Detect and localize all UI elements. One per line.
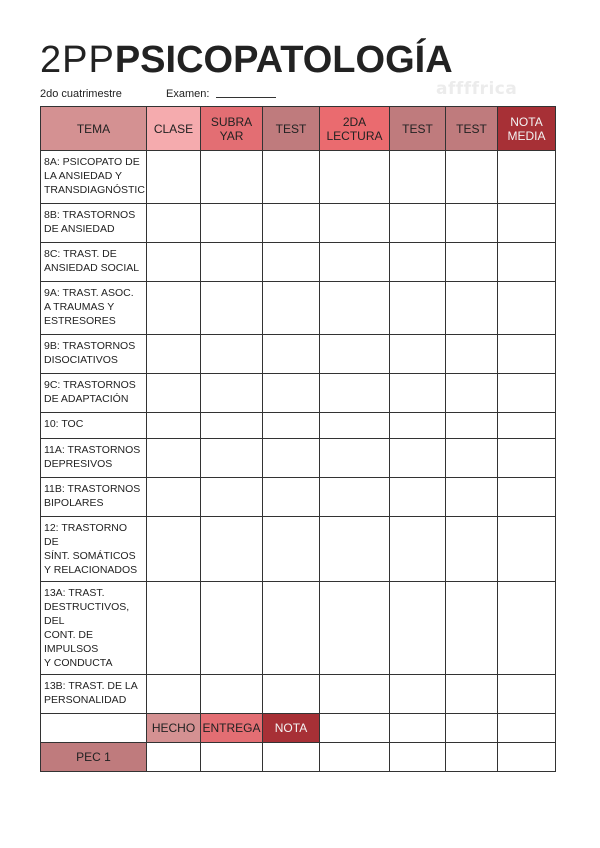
checkbox-cell[interactable] xyxy=(498,439,556,478)
topic-cell: 8B: TRASTORNOS DE ANSIEDAD xyxy=(41,204,147,243)
checkbox-cell[interactable] xyxy=(201,282,263,335)
checkbox-cell[interactable] xyxy=(320,282,390,335)
checkbox-cell[interactable] xyxy=(390,243,446,282)
header-nota-media: NOTA MEDIA xyxy=(498,107,556,151)
header-test-1: TEST xyxy=(263,107,320,151)
checkbox-cell[interactable] xyxy=(390,413,446,439)
checkbox-cell[interactable] xyxy=(498,335,556,374)
checkbox-cell[interactable] xyxy=(446,282,498,335)
checkbox-cell[interactable] xyxy=(147,675,201,714)
checkbox-cell[interactable] xyxy=(320,439,390,478)
checkbox-cell[interactable] xyxy=(498,413,556,439)
topic-cell: 9C: TRASTORNOS DE ADAPTACIÓN xyxy=(41,374,147,413)
checkbox-cell[interactable] xyxy=(201,413,263,439)
checkbox-cell[interactable] xyxy=(201,582,263,675)
header-test-3: TEST xyxy=(446,107,498,151)
table-row xyxy=(41,151,556,204)
checkbox-cell[interactable] xyxy=(446,151,498,204)
topic-cell: 9B: TRASTORNOS DISOCIATIVOS xyxy=(41,335,147,374)
pec-cell[interactable] xyxy=(390,743,446,772)
checkbox-cell[interactable] xyxy=(201,478,263,517)
title-subject: PSICOPATOLOGÍA xyxy=(114,39,453,81)
checkbox-cell[interactable] xyxy=(390,439,446,478)
checkbox-cell[interactable] xyxy=(201,439,263,478)
checkbox-cell[interactable] xyxy=(263,243,320,282)
topic-cell: 11B: TRASTORNOS BIPOLARES xyxy=(41,478,147,517)
checkbox-cell[interactable] xyxy=(320,675,390,714)
page-title xyxy=(40,38,453,82)
checkbox-cell[interactable] xyxy=(147,204,201,243)
topic-cell: 13B: TRAST. DE LA PERSONALIDAD xyxy=(41,675,147,714)
legend-blank-cell[interactable] xyxy=(390,714,446,743)
checkbox-cell[interactable] xyxy=(320,204,390,243)
checkbox-cell[interactable] xyxy=(263,151,320,204)
checkbox-cell[interactable] xyxy=(263,582,320,675)
watermark: affffrica xyxy=(436,79,518,99)
topic-cell: 9A: TRAST. ASOC. A TRAUMAS Y ESTRESORES xyxy=(41,282,147,335)
checkbox-cell[interactable] xyxy=(390,374,446,413)
checkbox-cell[interactable] xyxy=(147,478,201,517)
checkbox-cell[interactable] xyxy=(263,478,320,517)
pec-cell[interactable] xyxy=(201,743,263,772)
checkbox-cell[interactable] xyxy=(390,582,446,675)
table-row xyxy=(41,675,556,714)
checkbox-cell[interactable] xyxy=(320,517,390,582)
cuatrimestre-label: 2do cuatrimestre xyxy=(40,88,122,100)
checkbox-cell[interactable] xyxy=(263,413,320,439)
checkbox-cell[interactable] xyxy=(390,478,446,517)
checkbox-cell[interactable] xyxy=(147,374,201,413)
pec-cell[interactable] xyxy=(147,743,201,772)
topic-cell: 13A: TRAST. DESTRUCTIVOS, DEL CONT. DE IMPULSOS Y CONDUCTA xyxy=(41,582,147,675)
legend-hecho: HECHO xyxy=(147,714,201,743)
checkbox-cell[interactable] xyxy=(201,374,263,413)
checkbox-cell[interactable] xyxy=(390,335,446,374)
table-row xyxy=(41,335,556,374)
checkbox-cell[interactable] xyxy=(390,675,446,714)
header-tema: TEMA xyxy=(41,107,147,151)
checkbox-cell[interactable] xyxy=(446,675,498,714)
header-test-2: TEST xyxy=(390,107,446,151)
header-segunda-lectura: 2DA LECTURA xyxy=(320,107,390,151)
checkbox-cell[interactable] xyxy=(446,335,498,374)
checkbox-cell[interactable] xyxy=(390,151,446,204)
table-row xyxy=(41,478,556,517)
topic-cell: 11A: TRASTORNOS DEPRESIVOS xyxy=(41,439,147,478)
pec-cell[interactable] xyxy=(446,743,498,772)
checkbox-cell[interactable] xyxy=(320,335,390,374)
checkbox-cell[interactable] xyxy=(498,675,556,714)
checkbox-cell[interactable] xyxy=(390,282,446,335)
header-clase: CLASE xyxy=(147,107,201,151)
checkbox-cell[interactable] xyxy=(201,335,263,374)
checkbox-cell[interactable] xyxy=(390,204,446,243)
checkbox-cell[interactable] xyxy=(147,582,201,675)
checkbox-cell[interactable] xyxy=(446,582,498,675)
checkbox-cell[interactable] xyxy=(498,478,556,517)
checkbox-cell[interactable] xyxy=(446,413,498,439)
checkbox-cell[interactable] xyxy=(446,517,498,582)
examen-blank-line[interactable] xyxy=(216,97,276,98)
checkbox-cell[interactable] xyxy=(147,243,201,282)
checkbox-cell[interactable] xyxy=(147,517,201,582)
checkbox-cell[interactable] xyxy=(147,282,201,335)
legend-empty-cell xyxy=(41,714,147,743)
study-tracker-table xyxy=(40,106,556,772)
examen-label: Examen: xyxy=(166,88,210,100)
checkbox-cell[interactable] xyxy=(446,204,498,243)
checkbox-cell[interactable] xyxy=(320,151,390,204)
table-row xyxy=(41,439,556,478)
checkbox-cell[interactable] xyxy=(320,243,390,282)
table-row xyxy=(41,204,556,243)
topic-cell: 12: TRASTORNO DE SÍNT. SOMÁTICOS Y RELACIONADOS xyxy=(41,517,147,582)
checkbox-cell[interactable] xyxy=(320,582,390,675)
checkbox-cell[interactable] xyxy=(263,374,320,413)
header-subrayar: SUBRA YAR xyxy=(201,107,263,151)
pec-cell[interactable] xyxy=(498,743,556,772)
legend-nota: NOTA xyxy=(263,714,320,743)
pec-cell[interactable] xyxy=(320,743,390,772)
checkbox-cell[interactable] xyxy=(263,517,320,582)
checkbox-cell[interactable] xyxy=(446,374,498,413)
checkbox-cell[interactable] xyxy=(446,478,498,517)
table-row xyxy=(41,282,556,335)
legend-blank-cell[interactable] xyxy=(446,714,498,743)
checkbox-cell[interactable] xyxy=(390,517,446,582)
topic-cell: 8C: TRAST. DE ANSIEDAD SOCIAL xyxy=(41,243,147,282)
legend-blank-cell[interactable] xyxy=(498,714,556,743)
checkbox-cell[interactable] xyxy=(446,243,498,282)
checkbox-cell[interactable] xyxy=(147,151,201,204)
checkbox-cell[interactable] xyxy=(147,439,201,478)
pec-cell[interactable] xyxy=(263,743,320,772)
topic-cell: 8A: PSICOPATO DE LA ANSIEDAD Y TRANSDIAGNÓSTIC xyxy=(41,151,147,204)
checkbox-cell[interactable] xyxy=(498,517,556,582)
legend-blank-cell[interactable] xyxy=(320,714,390,743)
checkbox-cell[interactable] xyxy=(498,282,556,335)
checkbox-cell[interactable] xyxy=(201,675,263,714)
checkbox-cell[interactable] xyxy=(320,413,390,439)
checkbox-cell[interactable] xyxy=(147,413,201,439)
checkbox-cell[interactable] xyxy=(320,374,390,413)
checkbox-cell[interactable] xyxy=(498,374,556,413)
checkbox-cell[interactable] xyxy=(263,204,320,243)
checkbox-cell[interactable] xyxy=(201,204,263,243)
checkbox-cell[interactable] xyxy=(263,675,320,714)
table-row xyxy=(41,582,556,675)
checkbox-cell[interactable] xyxy=(201,243,263,282)
checkbox-cell[interactable] xyxy=(320,478,390,517)
pec-label: PEC 1 xyxy=(41,743,147,772)
checkbox-cell[interactable] xyxy=(498,582,556,675)
table-row xyxy=(41,374,556,413)
checkbox-cell[interactable] xyxy=(498,243,556,282)
checkbox-cell[interactable] xyxy=(147,335,201,374)
checkbox-cell[interactable] xyxy=(446,439,498,478)
checkbox-cell[interactable] xyxy=(201,517,263,582)
checkbox-cell[interactable] xyxy=(498,151,556,204)
checkbox-cell[interactable] xyxy=(201,151,263,204)
title-prefix: 2PP xyxy=(40,39,115,81)
table-row xyxy=(41,243,556,282)
table-row xyxy=(41,413,556,439)
checkbox-cell[interactable] xyxy=(498,204,556,243)
checkbox-cell[interactable] xyxy=(263,439,320,478)
table-row xyxy=(41,517,556,582)
legend-entrega: ENTREGA xyxy=(201,714,263,743)
checkbox-cell[interactable] xyxy=(263,335,320,374)
topic-cell: 10: TOC xyxy=(41,413,147,439)
checkbox-cell[interactable] xyxy=(263,282,320,335)
